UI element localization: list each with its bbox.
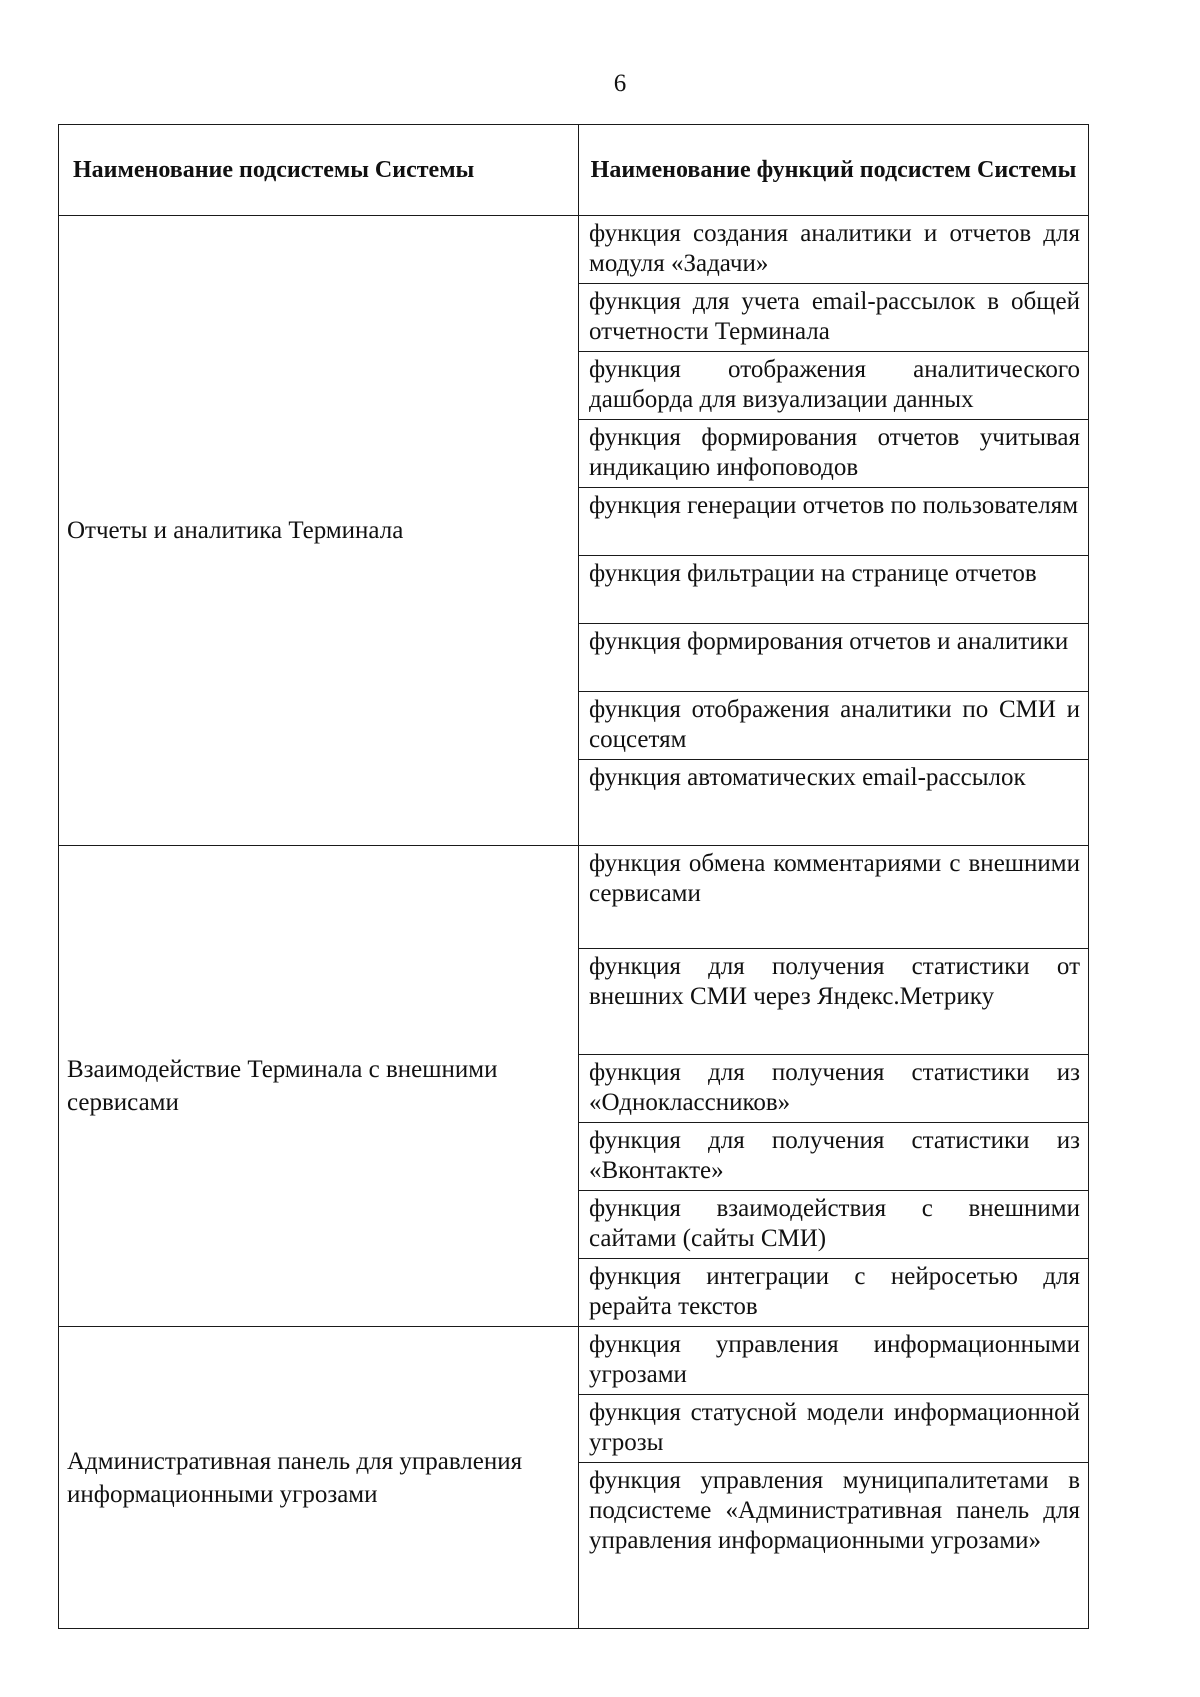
function-cell: функция фильтрации на странице отчетов [579, 556, 1089, 624]
function-cell: функция автоматических email-рассылок [579, 760, 1089, 846]
subsystem-cell: Взаимодействие Терминала с внешними сервисами [59, 846, 579, 1327]
function-cell: функция для учета email-рассылок в общей отчетности Терминала [579, 284, 1089, 352]
subsystem-cell: Административная панель для управления информационными угрозами [59, 1327, 579, 1629]
table-row [59, 1327, 1089, 1395]
function-cell: функция для получения статистики из «Одноклассников» [579, 1055, 1089, 1123]
subsystem-cell: Отчеты и аналитика Терминала [59, 216, 579, 846]
subsystems-table [58, 124, 1089, 1629]
table-header-row [59, 125, 1089, 216]
header-subsystem: Наименование подсистемы Системы [59, 125, 579, 216]
function-cell: функция для получения статистики от внешних СМИ через Яндекс.Метрику [579, 949, 1089, 1055]
function-cell: функция управления муниципалитетами в подсистеме «Административная панель для управления информационными угрозами» [579, 1463, 1089, 1629]
function-cell: функция взаимодействия с внешними сайтами (сайты СМИ) [579, 1191, 1089, 1259]
function-cell: функция обмена комментариями с внешними сервисами [579, 846, 1089, 949]
function-cell: функция отображения аналитического дашборда для визуализации данных [579, 352, 1089, 420]
function-cell: функция для получения статистики из «Вконтакте» [579, 1123, 1089, 1191]
function-cell: функция формирования отчетов учитывая индикацию инфоповодов [579, 420, 1089, 488]
table-row [59, 846, 1089, 949]
function-cell: функция статусной модели информационной угрозы [579, 1395, 1089, 1463]
function-cell: функция отображения аналитики по СМИ и соцсетям [579, 692, 1089, 760]
page-number: 6 [613, 70, 627, 97]
function-cell: функция формирования отчетов и аналитики [579, 624, 1089, 692]
function-cell: функция управления информационными угрозами [579, 1327, 1089, 1395]
header-functions: Наименование функций подсистем Системы [579, 125, 1089, 216]
function-cell: функция генерации отчетов по пользователям [579, 488, 1089, 556]
table-row [59, 216, 1089, 284]
function-cell: функция интеграции с нейросетью для рерайта текстов [579, 1259, 1089, 1327]
function-cell: функция создания аналитики и отчетов для модуля «Задачи» [579, 216, 1089, 284]
